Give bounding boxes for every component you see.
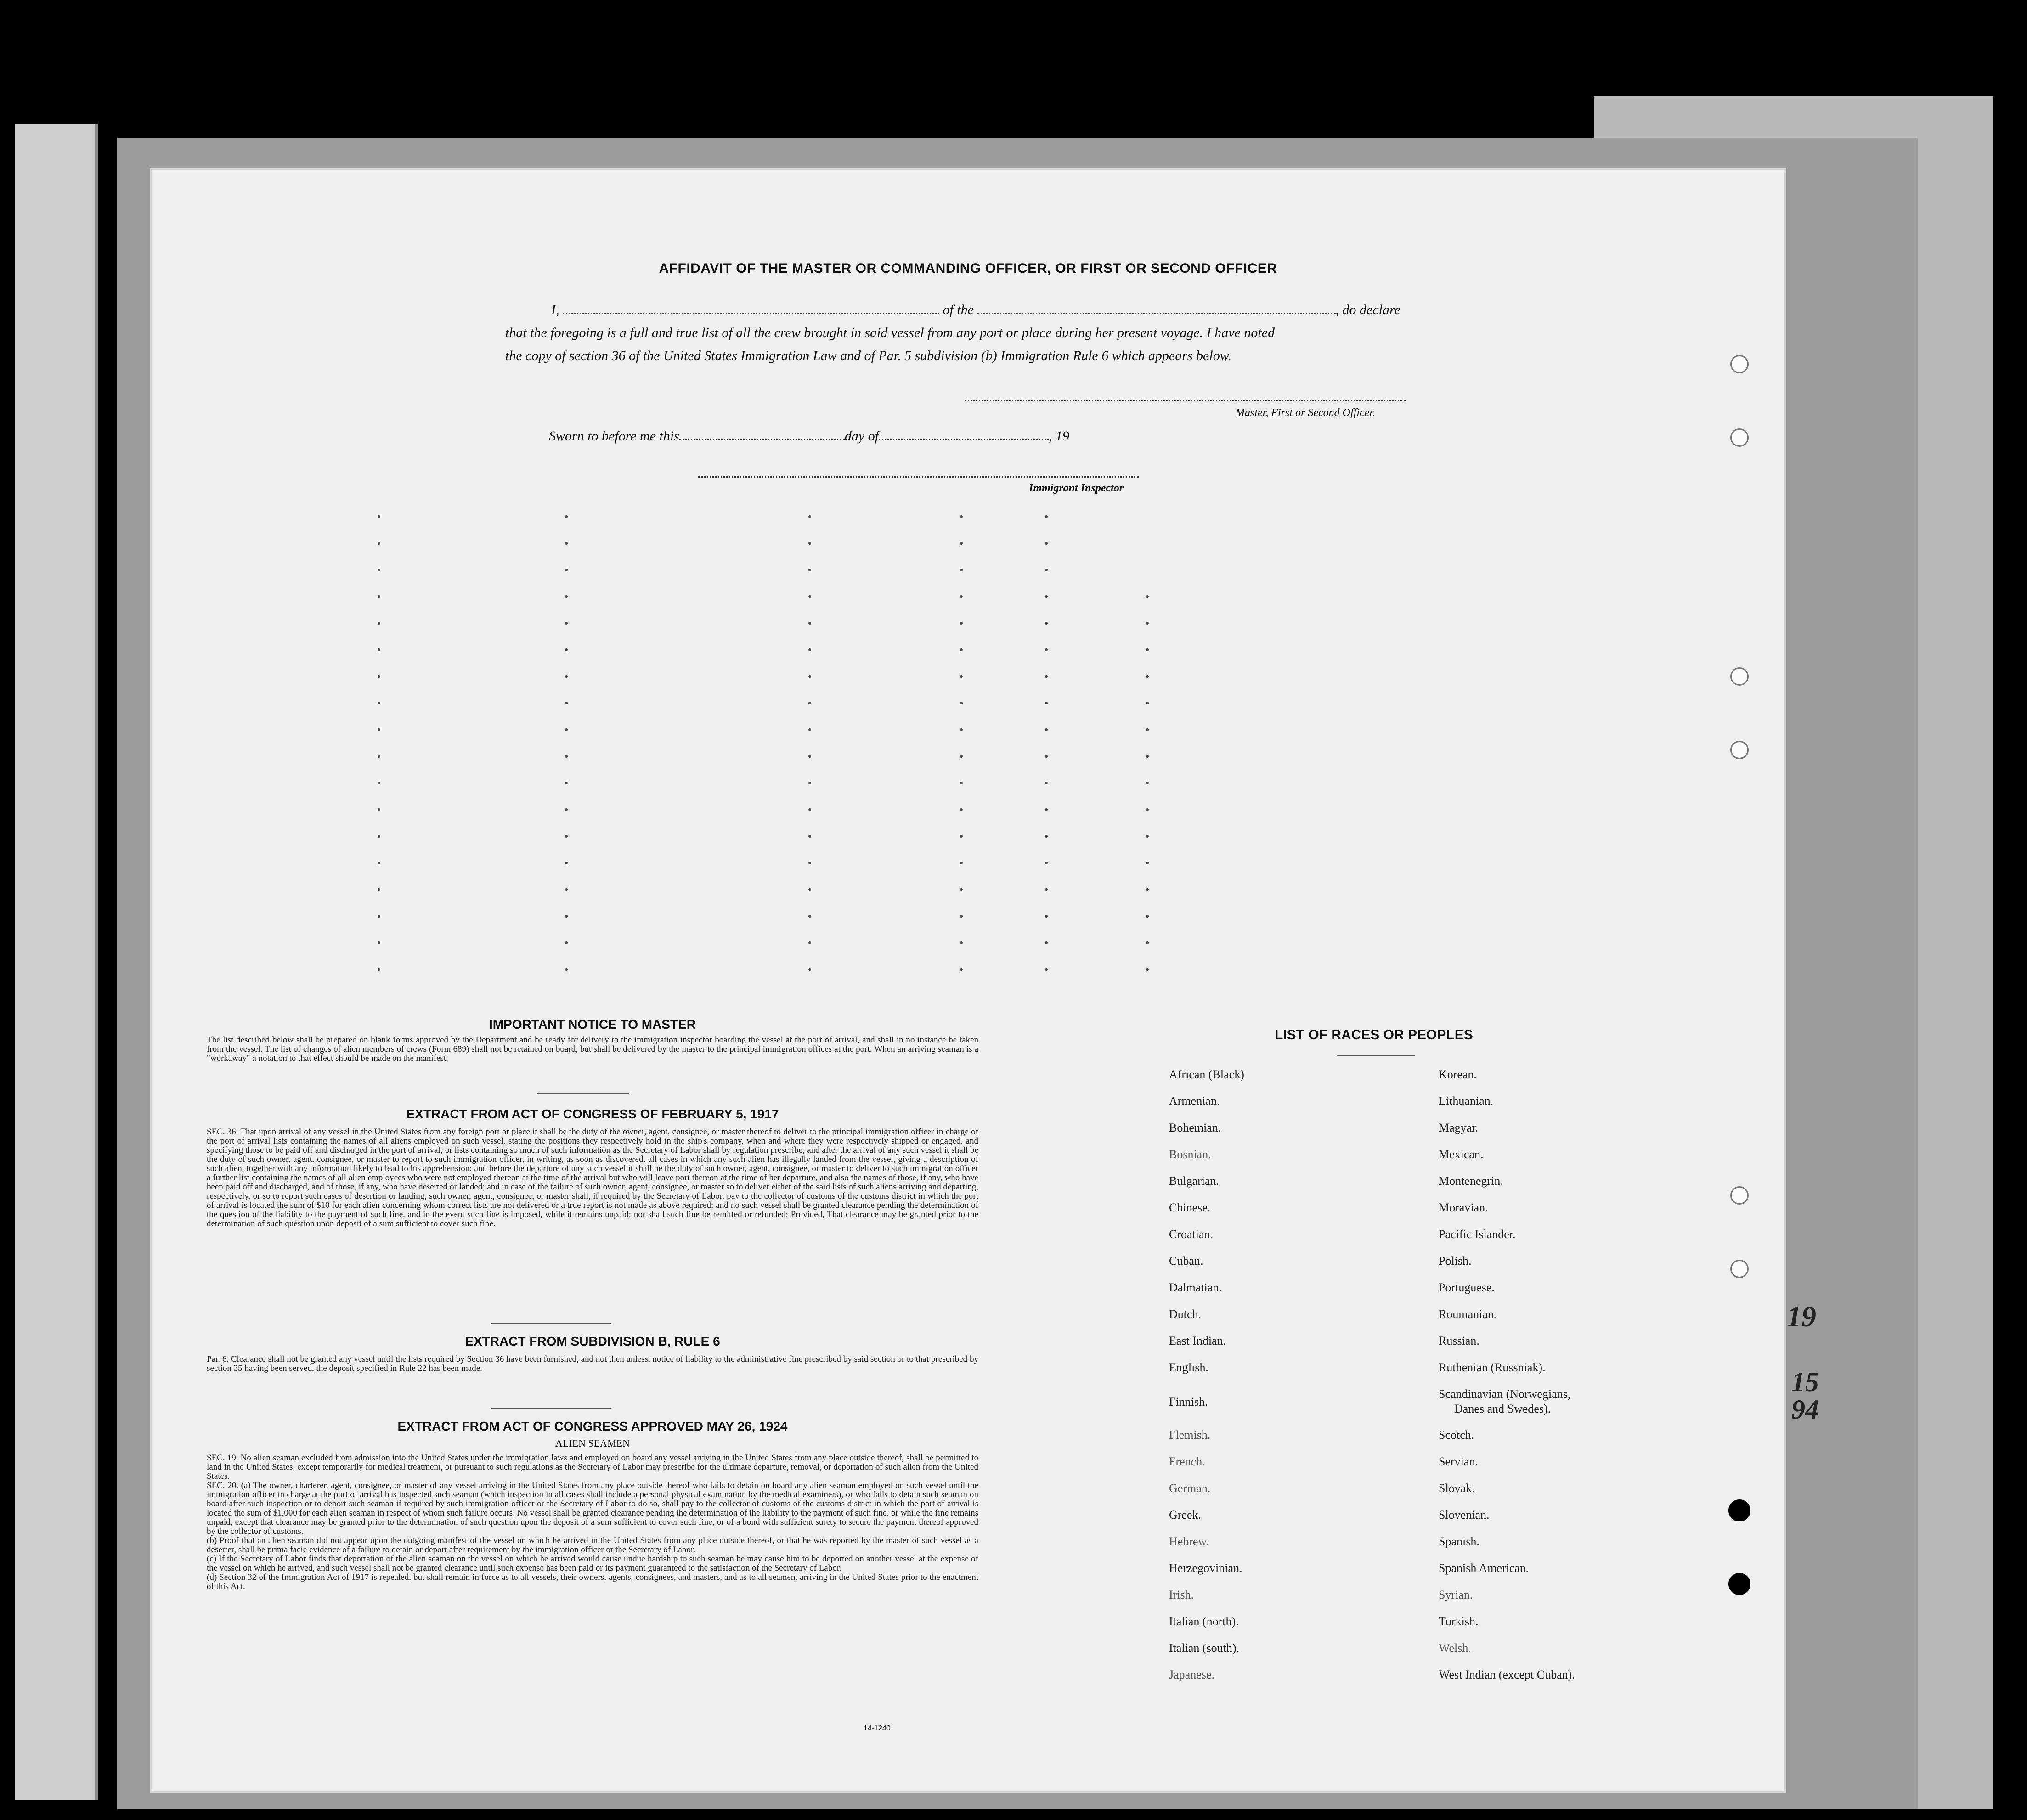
extract-1917-title: EXTRACT FROM ACT OF CONGRESS OF FEBRUARY 5, 1917	[406, 1107, 779, 1121]
race-item: Armenian.	[1169, 1094, 1220, 1108]
race-item: Syrian.	[1439, 1588, 1473, 1601]
extract-rule6-title: EXTRACT FROM SUBDIVISION B, RULE 6	[465, 1334, 720, 1348]
race-item: Croatian.	[1169, 1228, 1214, 1241]
race-item: West Indian (except Cuban).	[1439, 1668, 1575, 1681]
race-item: Dutch.	[1169, 1307, 1202, 1321]
race-item: Moravian.	[1439, 1201, 1488, 1214]
race-item: Portuguese.	[1439, 1281, 1495, 1294]
race-item: Hebrew.	[1169, 1535, 1209, 1548]
paragraph: (b) Proof that an alien seaman did not appear upon the outgoing manifest of the vessel on which he arrived in the United States from any place outside thereof, or that he was reported by the master of such vessel as a deserter, shall be prima facie evidence of a failure to detain or deport after requirement by the immigration officer or the Secretary of Labor.	[207, 1536, 978, 1555]
punch-hole-icon	[1730, 428, 1749, 447]
race-item: French.	[1169, 1455, 1205, 1468]
form-number: 14-1240	[864, 1724, 891, 1732]
race-item: Mexican.	[1439, 1148, 1484, 1161]
race-item: Italian (south).	[1169, 1641, 1240, 1655]
race-item: Montenegrin.	[1439, 1174, 1503, 1188]
margin-note: 15	[1791, 1367, 1819, 1397]
extract-1924-text	[207, 1454, 978, 1591]
inspector-caption: Immigrant Inspector	[1029, 482, 1124, 494]
punch-hole-icon	[1730, 741, 1749, 759]
races-title: LIST OF RACES OR PEOPLES	[1275, 1027, 1473, 1042]
race-item: English.	[1169, 1361, 1208, 1374]
divider	[537, 1093, 629, 1094]
punch-hole-icon	[1730, 1186, 1749, 1205]
manifest-page	[152, 170, 1784, 1791]
race-item: Lithuanian.	[1439, 1094, 1494, 1108]
race-item: Russian.	[1439, 1334, 1479, 1347]
race-item: Herzegovinian.	[1169, 1561, 1242, 1575]
affidavit-line-2: that the foregoing is a full and true list of all the crew brought in said vessel from any port or place during her present voyage. I have noted	[505, 325, 1275, 340]
race-item: Irish.	[1169, 1588, 1194, 1601]
race-item: Polish.	[1439, 1254, 1472, 1268]
race-item: Finnish.	[1169, 1395, 1208, 1409]
race-item: Bulgarian.	[1169, 1174, 1220, 1188]
race-item: Cuban.	[1169, 1254, 1203, 1268]
race-item: African (Black)	[1169, 1068, 1244, 1081]
notice-title: IMPORTANT NOTICE TO MASTER	[489, 1017, 696, 1031]
race-item: Bohemian.	[1169, 1121, 1221, 1134]
of-the-label: of the	[943, 302, 974, 317]
divider	[491, 1323, 611, 1324]
notice-text: The list described below shall be prepared on blank forms approved by the Department and be ready for delivery to the immigration inspector boarding the vessel at the port of arrival, and shall in no instance be taken from the vessel. The list of changes of alien members of crews (Form 689) shall not be retained on board, but shall be delivered by the master to the principal immigration offices at the port. When an arriving seaman is a "workaway" a notation to that effect should be made on the manifest.	[207, 1035, 978, 1063]
punch-hole-icon	[1730, 667, 1749, 686]
race-item: Roumanian.	[1439, 1307, 1497, 1321]
i-label: I,	[551, 302, 559, 317]
extract-1924-subtitle: ALIEN SEAMEN	[555, 1437, 630, 1449]
paragraph: SEC. 19. No alien seaman excluded from admission into the United States under the immigration laws and employed on board any vessel arriving in the United States from any place outside thereof, shall be permitted to land in the United States, except temporarily for medical treatment, or pursuant to such regulations as the Secretary of Labor may prescribe for the ultimate departure, removal, or deportation of such alien from the United States.	[207, 1453, 978, 1481]
day-of-label: day of	[844, 428, 879, 444]
back-sheet-left	[15, 124, 98, 1800]
margin-note: 94	[1791, 1394, 1819, 1425]
race-item: Italian (north).	[1169, 1615, 1239, 1628]
race-item: Magyar.	[1439, 1121, 1478, 1134]
race-item: Turkish.	[1439, 1615, 1479, 1628]
punch-hole-icon	[1728, 1499, 1750, 1521]
race-item: Spanish.	[1439, 1535, 1479, 1548]
race-item: Flemish.	[1169, 1428, 1211, 1442]
margin-note: 19	[1787, 1300, 1816, 1333]
affidavit-line-3: the copy of section 36 of the United States Immigration Law and of Par. 5 subdivision (b) Immigration Rule 6 which appears below.	[505, 348, 1231, 363]
race-item: Greek.	[1169, 1508, 1202, 1521]
divider	[1337, 1055, 1415, 1056]
year-label: , 19	[1049, 428, 1070, 444]
do-declare-label: , do declare	[1335, 302, 1400, 317]
race-item: Bosnian.	[1169, 1148, 1211, 1161]
race-item: Korean.	[1439, 1068, 1477, 1081]
race-item: Scandinavian (Norwegians,	[1439, 1387, 1571, 1401]
paragraph: (d) Section 32 of the Immigration Act of 1917 is repealed, but shall remain in force as to all vessels, their owners, agents, consignees, and masters, and as to all seamen, arriving in the United States prior to the enactment of this Act.	[207, 1572, 978, 1591]
divider	[491, 1408, 611, 1409]
race-item: Dalmatian.	[1169, 1281, 1222, 1294]
race-item: Slovak.	[1439, 1482, 1475, 1495]
extract-rule6-text: Par. 6. Clearance shall not be granted any vessel until the lists required by Section 36 have been furnished, and not then unless, notice of liability to the administrative fine prescribed by said section or to that prescribed by section 35 having been served, the deposit specified in Rule 22 has been made.	[207, 1354, 978, 1373]
punch-hole-icon	[1730, 1260, 1749, 1278]
paragraph: SEC. 20. (a) The owner, charterer, agent, consignee, or master of any vessel arriving in the United States from any place outside thereof who fails to detain on board any alien seaman employed on such vessel until the immigration officer in charge at the port of arrival has inspected such seaman (which inspection in all cases shall include a personal physical examination by the medical examiners), or who fails to detain such seaman on board after such inspection or to deport such seaman if required by such immigration officer or the Secretary of Labor to do so, shall pay to the collector of customs of the customs district in which the port of arrival is located the sum of $1,000 for each alien seaman in respect of whom such failure occurs. No vessel shall be granted clearance pending the determination of the liability to the payment of such fine, or while the fine remains unpaid, except that clearance may be granted prior to the determination of such question upon the deposit of a sum sufficient to cover such fine, or of a bond with sufficient surety to secure the payment thereof approved by the collector of customs.	[207, 1481, 978, 1536]
race-item: Ruthenian (Russniak).	[1439, 1361, 1546, 1374]
race-item: Slovenian.	[1439, 1508, 1490, 1521]
extract-1917-text: SEC. 36. That upon arrival of any vessel in the United States from any foreign port or place it shall be the duty of the owner, agent, consignee, or master thereof to deliver to the principal immigration officer in charge of the port of arrival lists containing the names of all aliens employed on such vessel, stating the positions they respectively hold in the ship's company, when and where they were respectively shipped or engaged, and specifying those to be paid off and discharged in the port of arrival; or lists containing so much of such information as the Secretary of Labor shall by regulation prescribe; and after the arrival of any such vessel it shall be the duty of such owner, agent, consignee, or master to report to such immigration officer, in writing, as soon as discovered, all cases in which any such alien has illegally landed from the vessel, giving a description of such alien, together with any information likely to lead to his apprehension; and before the departure of any such vessel it shall be the duty of such owner, agent, consignee, or master to deliver to such immigration officer a further list containing the names of all alien employees who were not employed thereon at the time of the arrival but who will leave port thereon at the time of her departure, and also the names of those, if any, who have been paid off and discharged, and of those, if any, who have deserted or landed; and in case of the failure of such owner, agent, consignee, or master so to deliver either of the said lists of such aliens arriving and departing, respectively, or so to report such cases of desertion or landing, such owner, agent, consignee, or master shall, if required by the Secretary of Labor, pay to the collector of customs of the customs district in which the port of arrival is located the sum of $10 for each alien concerning whom correct lists are not delivered or a true report is not made as above required; and no such vessel shall be granted clearance pending the determination of the question of the liability to the payment of such fine, and in the event such fine is imposed, while it remains unpaid; nor shall such fine be remitted or refunded: Provided, That clearance may be granted prior to the determination of such question upon deposit of a sum sufficient to cover such fine.	[207, 1127, 978, 1228]
race-item: Spanish American.	[1439, 1561, 1529, 1575]
extract-1924-title: EXTRACT FROM ACT OF CONGRESS APPROVED MAY 26, 1924	[397, 1419, 788, 1433]
punch-hole-icon	[1728, 1573, 1750, 1595]
affidavit-title: AFFIDAVIT OF THE MASTER OR COMMANDING OFFICER, OR FIRST OR SECOND OFFICER	[659, 261, 1277, 276]
race-item: German.	[1169, 1482, 1211, 1495]
race-item: Chinese.	[1169, 1201, 1211, 1214]
race-item: East Indian.	[1169, 1334, 1226, 1347]
race-item: Welsh.	[1439, 1641, 1471, 1655]
race-item: Pacific Islander.	[1439, 1228, 1516, 1241]
signature-caption: Master, First or Second Officer.	[1236, 407, 1375, 419]
paragraph: (c) If the Secretary of Labor finds that deportation of the alien seaman on the vessel on which he arrived would cause undue hardship to such seaman he may cause him to be deported on another vessel at the expense of the vessel on which he arrived, and such vessel shall not be granted clearance until such expense has been paid or its payment guaranteed to the satisfaction of the Secretary of Labor.	[207, 1554, 978, 1573]
punch-hole-icon	[1730, 355, 1749, 373]
race-item: Japanese.	[1169, 1668, 1214, 1681]
race-item: Danes and Swedes).	[1454, 1402, 1551, 1415]
race-item: Servian.	[1439, 1455, 1478, 1468]
race-item: Scotch.	[1439, 1428, 1474, 1442]
sworn-label: Sworn to before me this	[549, 428, 679, 444]
